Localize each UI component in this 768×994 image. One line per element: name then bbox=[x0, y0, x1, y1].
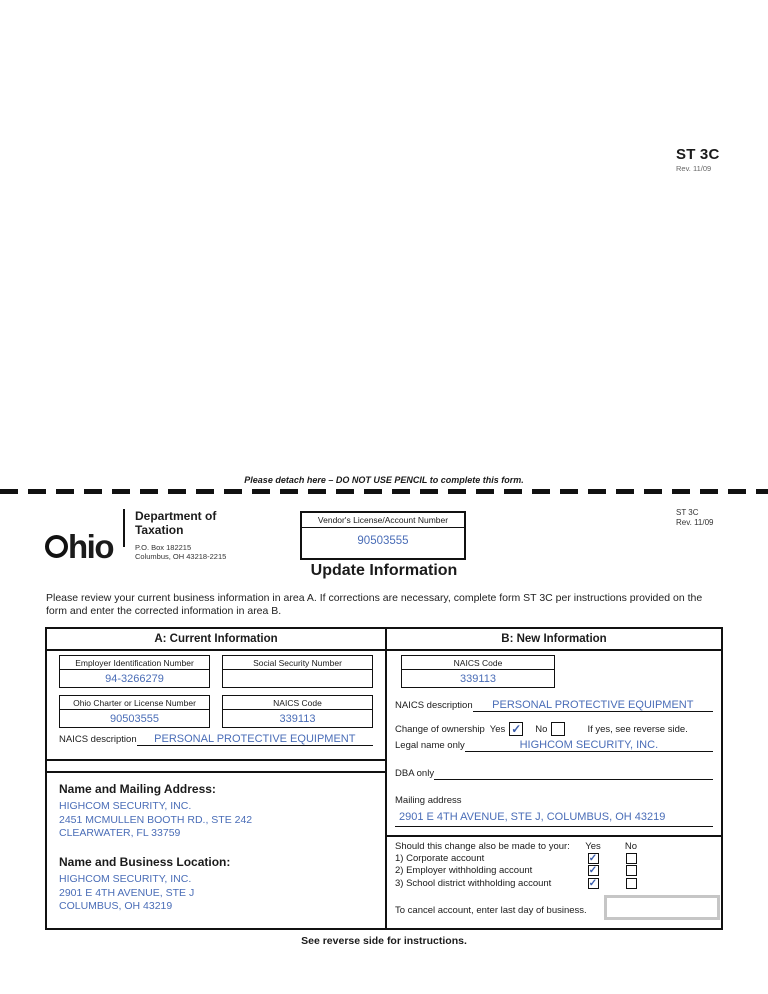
form-revision-label: Rev. 11/09 bbox=[676, 164, 712, 173]
school-district-row bbox=[395, 877, 713, 890]
footer-note: See reverse side for instructions. bbox=[301, 935, 467, 947]
naics-code-b-label: NAICS Code bbox=[402, 656, 554, 670]
legal-name-value[interactable]: HIGHCOM SECURITY, INC. bbox=[465, 739, 713, 752]
dba-label: DBA only bbox=[395, 768, 435, 780]
agency-name-line2: Taxation bbox=[134, 523, 184, 538]
instructions-text: Please review your current business information in area A. If corrections are necessary, complete form ST 3C per instructions provided on the form and enter the corrected information in area B. bbox=[46, 592, 703, 618]
ssn-value[interactable] bbox=[223, 670, 372, 687]
agency-city-line: Columbus, OH 43218-2215 bbox=[134, 552, 227, 562]
also-change-no-header: No bbox=[624, 841, 638, 853]
cancel-date-field[interactable] bbox=[604, 895, 720, 920]
section-a bbox=[47, 651, 387, 928]
ssn-label: Social Security Number bbox=[223, 656, 372, 670]
naics-description-a-row bbox=[59, 733, 373, 746]
mailing-line-1: HIGHCOM SECURITY, INC. bbox=[59, 800, 192, 812]
ein-label: Employer Identification Number bbox=[60, 656, 209, 670]
corporate-account-label: 1) Corporate account bbox=[395, 852, 485, 864]
mailing-line-2: 2451 MCMULLEN BOOTH RD., STE 242 bbox=[59, 813, 253, 826]
section-b bbox=[387, 651, 721, 928]
charter-label: Ohio Charter or License Number bbox=[60, 696, 209, 710]
info-table bbox=[45, 627, 723, 930]
info-table-header bbox=[47, 629, 721, 651]
ssn-box bbox=[222, 655, 373, 688]
agency-po-box: P.O. Box 182215 bbox=[134, 542, 192, 552]
header-form-code bbox=[676, 508, 714, 529]
also-change-header-row bbox=[395, 841, 713, 852]
naics-code-a-box bbox=[222, 695, 373, 728]
page-title: Update Information bbox=[310, 562, 458, 579]
charter-box bbox=[59, 695, 210, 728]
location-line-3: COLUMBUS, OH 43219 bbox=[59, 900, 173, 913]
header-form-code-label: ST 3C bbox=[676, 508, 699, 517]
also-change-heading: Should this change also be made to your: bbox=[395, 841, 570, 853]
cancel-account-row bbox=[387, 895, 721, 920]
logo-divider bbox=[123, 509, 125, 547]
business-location-lines bbox=[59, 873, 373, 914]
naics-code-a-label: NAICS Code bbox=[223, 696, 372, 710]
vendor-license-label: Vendor's License/Account Number bbox=[302, 513, 464, 528]
ohio-wordmark-text: hio bbox=[68, 528, 113, 566]
cancel-account-label: To cancel account, enter last day of business. bbox=[395, 904, 587, 916]
section-a-gap bbox=[47, 761, 385, 771]
corporate-account-row bbox=[395, 852, 713, 865]
ownership-no-label: No bbox=[535, 723, 548, 735]
location-line-1: HIGHCOM SECURITY, INC. bbox=[59, 872, 192, 885]
mailing-line-3: CLEARWATER, FL 33759 bbox=[59, 827, 181, 840]
vendor-license-box bbox=[300, 511, 466, 560]
naics-description-a-value[interactable]: PERSONAL PROTECTIVE EQUIPMENT bbox=[137, 733, 373, 746]
ownership-note: If yes, see reverse side. bbox=[587, 723, 688, 735]
naics-description-b-value[interactable]: PERSONAL PROTECTIVE EQUIPMENT bbox=[473, 699, 713, 712]
ohio-wordmark bbox=[45, 507, 113, 566]
employer-withholding-label: 2) Employer withholding account bbox=[395, 865, 533, 877]
mailing-address-b-value[interactable]: 2901 E 4TH AVENUE, STE J, COLUMBUS, OH 43219 bbox=[395, 811, 713, 827]
detach-dashed-line bbox=[0, 489, 768, 494]
naics-description-a-label: NAICS description bbox=[59, 734, 137, 746]
mailing-address-heading: Name and Mailing Address: bbox=[59, 782, 216, 796]
section-a-ids bbox=[47, 651, 385, 761]
agency-name-line1: Department of bbox=[134, 509, 217, 523]
charter-value[interactable]: 90503555 bbox=[110, 713, 159, 725]
school-no-checkbox[interactable] bbox=[626, 878, 637, 889]
section-a-addresses bbox=[47, 771, 385, 928]
legal-name-label: Legal name only bbox=[395, 740, 465, 752]
form-header bbox=[45, 505, 723, 566]
mailing-address-b-label: Mailing address bbox=[395, 795, 462, 807]
form-code-label: ST 3C bbox=[676, 146, 720, 163]
ohio-logo bbox=[45, 507, 227, 566]
agency-block bbox=[135, 507, 226, 562]
detach-notice: Please detach here – DO NOT USE PENCIL to complete this form. bbox=[244, 475, 524, 485]
ownership-no-checkbox[interactable] bbox=[551, 722, 565, 736]
also-change-section bbox=[387, 837, 721, 890]
ein-value[interactable]: 94-3266279 bbox=[105, 673, 164, 685]
employer-yes-checkbox[interactable]: ✓ bbox=[588, 865, 598, 877]
school-yes-checkbox[interactable]: ✓ bbox=[588, 877, 598, 889]
legal-name-row bbox=[395, 739, 713, 752]
dba-row bbox=[395, 768, 713, 780]
change-of-ownership-row bbox=[395, 722, 713, 736]
ownership-yes-checkbox[interactable]: ✓ bbox=[511, 722, 522, 737]
corporate-yes-checkbox[interactable]: ✓ bbox=[588, 852, 598, 864]
ohio-o-circle-icon bbox=[45, 535, 68, 558]
employer-no-checkbox[interactable] bbox=[626, 865, 637, 876]
section-b-title: B: New Information bbox=[501, 633, 607, 645]
location-line-2: 2901 E 4TH AVENUE, STE J bbox=[59, 886, 195, 899]
form-code-top bbox=[676, 146, 720, 173]
naics-code-b-value[interactable]: 339113 bbox=[460, 673, 496, 685]
ownership-yes-label: Yes bbox=[489, 723, 506, 735]
employer-withholding-row bbox=[395, 865, 713, 878]
naics-description-b-label: NAICS description bbox=[395, 700, 473, 712]
also-change-yes-header: Yes bbox=[585, 841, 601, 853]
naics-code-a-value[interactable]: 339113 bbox=[279, 713, 316, 725]
ein-box bbox=[59, 655, 210, 688]
mailing-address-lines bbox=[59, 800, 373, 841]
header-form-revision: Rev. 11/09 bbox=[676, 518, 714, 528]
ownership-label: Change of ownership bbox=[395, 723, 485, 735]
naics-code-b-box bbox=[401, 655, 555, 688]
vendor-license-value[interactable]: 90503555 bbox=[357, 535, 409, 547]
naics-description-b-row bbox=[395, 699, 713, 712]
corporate-no-checkbox[interactable] bbox=[626, 853, 637, 864]
section-a-title: A: Current Information bbox=[47, 629, 387, 649]
school-district-label: 3) School district withholding account bbox=[395, 877, 552, 889]
agency-address bbox=[135, 543, 226, 562]
business-location-heading: Name and Business Location: bbox=[59, 854, 231, 869]
dba-value[interactable] bbox=[434, 779, 713, 780]
